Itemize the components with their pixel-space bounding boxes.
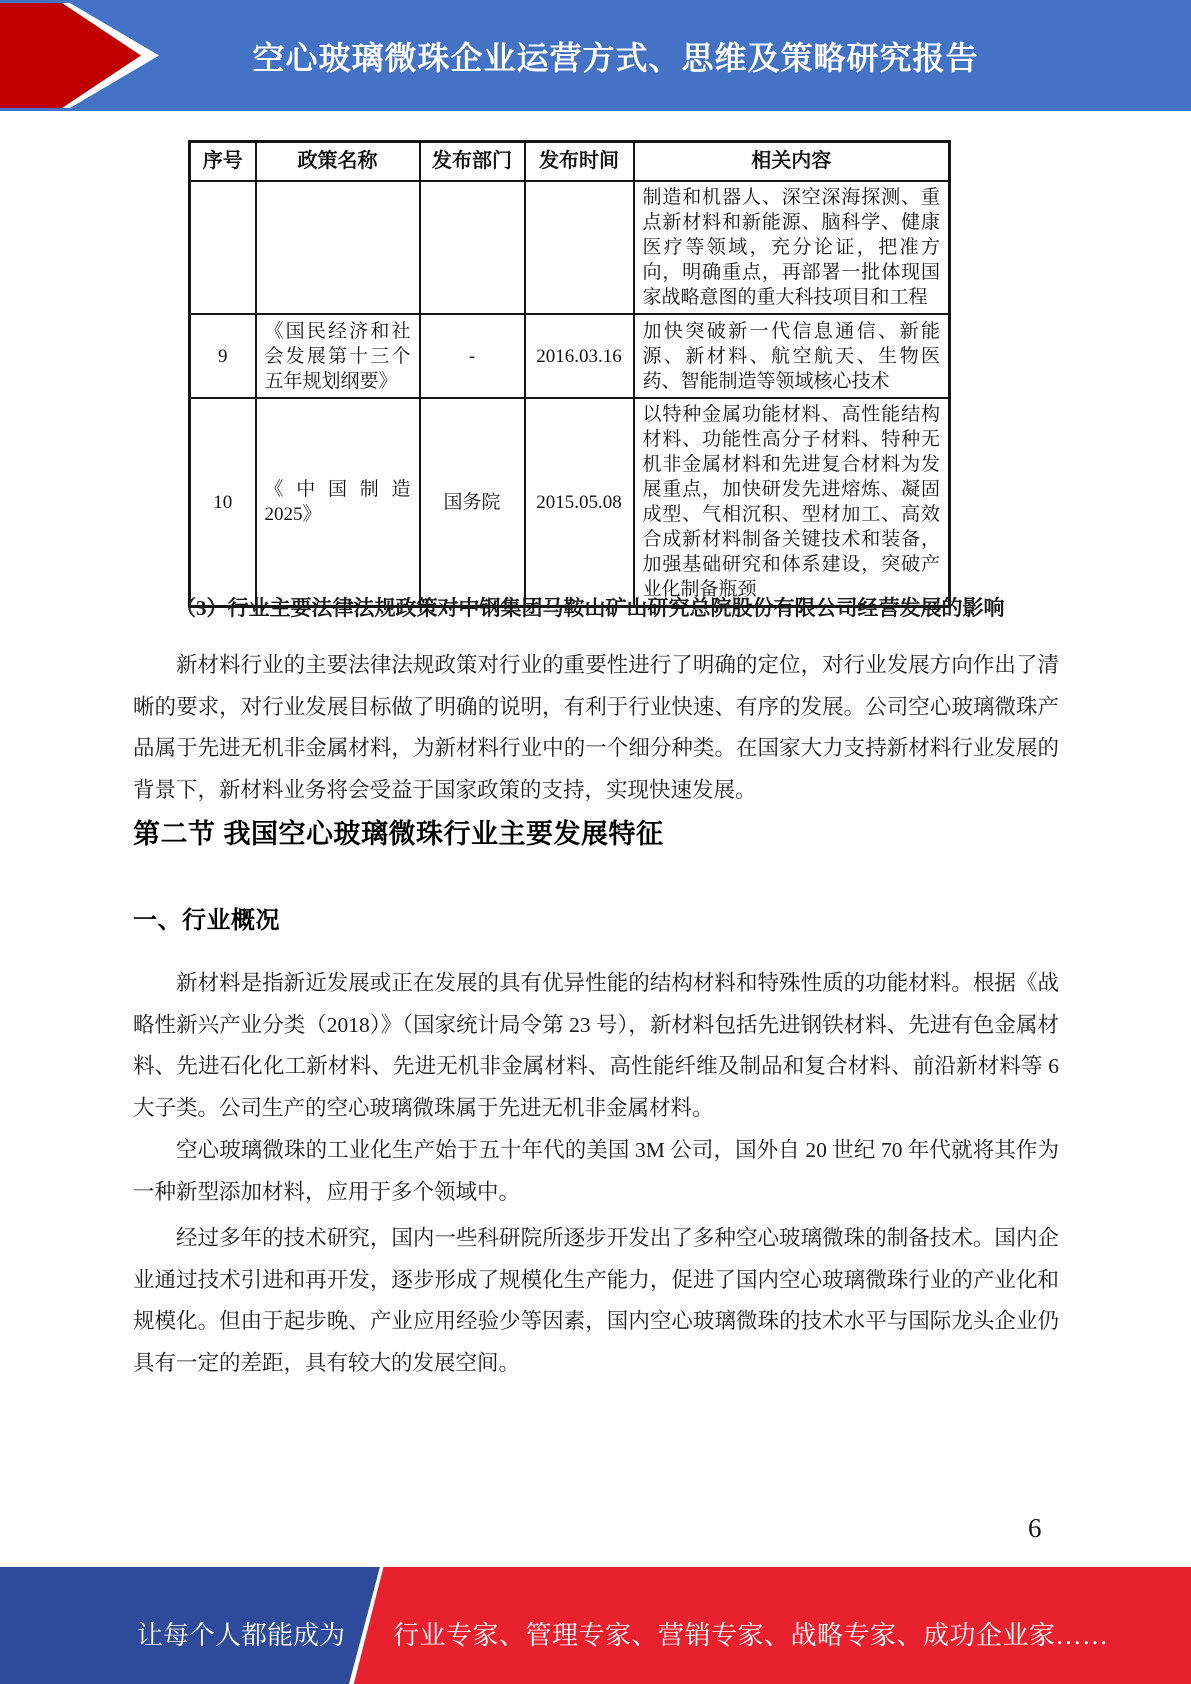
col-header-content: 相关内容 (634, 142, 950, 182)
sub-heading-impact: （3）行业主要法律法规政策对中钢集团马鞍山矿山研究总院股份有限公司经营发展的影响 (175, 596, 1005, 620)
col-header-no: 序号 (190, 142, 256, 182)
policy-table (188, 140, 951, 608)
section-heading: 第二节 我国空心玻璃微珠行业主要发展特征 (133, 819, 664, 849)
cell-policy-name: 《国民经济和社会发展第十三个五年规划纲要》 (256, 314, 420, 398)
cell-content: 加快突破新一代信息通信、新能源、新材料、航空航天、生物医药、智能制造等领域核心技术 (634, 314, 950, 398)
cell-issuer: - (420, 314, 525, 398)
cell-issuer (420, 181, 525, 314)
paragraph-industrialization-history: 空心玻璃微珠的工业化生产始于五十年代的美国 3M 公司，国外自 20 世纪 70 年代就将其作为一种新型添加材料，应用于多个领域中。 (133, 1138, 1059, 1204)
table-row (190, 398, 950, 607)
cell-no: 10 (190, 398, 256, 607)
table-header-row (190, 142, 950, 182)
cell-content: 以特种金属功能材料、高性能结构材料、功能性高分子材料、特种无机非金属材料和先进复合材料为发展重点，加快研发先进熔炼、凝固成型、气相沉积、型材加工、高效合成新材料制备关键技术和装备，加强基础研究和体系建设，突破产业化制备瓶颈 (634, 398, 950, 607)
cell-date: 2016.03.16 (525, 314, 634, 398)
cell-date (525, 181, 634, 314)
footer-banner (0, 1567, 1191, 1684)
cell-issuer: 国务院 (420, 398, 525, 607)
cell-policy-name: 《中国制造 2025》 (256, 398, 420, 607)
header-arrow-icon (0, 3, 141, 108)
col-header-policy-name: 政策名称 (256, 142, 420, 182)
table-row (190, 314, 950, 398)
cell-no: 9 (190, 314, 256, 398)
cell-date: 2015.05.08 (525, 398, 634, 607)
col-header-issuer: 发布部门 (420, 142, 525, 182)
page-number: 6 (1028, 1513, 1042, 1543)
subsection-heading-industry-overview: 一、行业概况 (133, 907, 280, 934)
paragraph-domestic-development: 经过多年的技术研究，国内一些科研院所逐步开发出了多种空心玻璃微珠的制备技术。国内企业通过技术引进和再开发，逐步形成了规模化生产能力，促进了国内空心玻璃微珠行业的产业化和规模化。但由于起步晚、产业应用经验少等因素，国内空心玻璃微珠的技术水平与国际龙头企业仍具有一定的差距，具有较大的发展空间。 (133, 1226, 1059, 1375)
report-title: 空心玻璃微珠企业运营方式、思维及策略研究报告 (252, 39, 979, 76)
paragraph-new-materials-definition: 新材料是指新近发展或正在发展的具有优异性能的结构材料和特殊性质的功能材料。根据《战略性新兴产业分类（2018）》（国家统计局令第 23 号），新材料包括先进钢铁材料、先进有色金属材料、先进石化化工新材料、先进无机非金属材料、高性能纤维及制品和复合材料、前沿新材料等 6 大子类。公司生产的空心玻璃微珠属于先进无机非金属材料。 (133, 971, 1059, 1120)
table-row (190, 181, 950, 314)
paragraph-policy-impact: 新材料行业的主要法律法规政策对行业的重要性进行了明确的定位，对行业发展方向作出了清晰的要求，对行业发展目标做了明确的说明，有利于行业快速、有序的发展。公司空心玻璃微珠产品属于先进无机非金属材料，为新材料行业中的一个细分种类。在国家大力支持新材料行业发展的背景下，新材料业务将会受益于国家政策的支持，实现快速发展。 (133, 653, 1059, 802)
cell-content: 制造和机器人、深空深海探测、重点新材料和新能源、脑科学、健康医疗等领域，充分论证，把准方向，明确重点，再部署一批体现国家战略意图的重大科技项目和工程 (634, 181, 950, 314)
cell-no (190, 181, 256, 314)
col-header-date: 发布时间 (525, 142, 634, 182)
footer-slogan-right: 行业专家、管理专家、营销专家、战略专家、成功企业家…… (393, 1621, 1109, 1650)
header-banner (0, 0, 1191, 111)
cell-policy-name (256, 181, 420, 314)
footer-slogan-left: 让每个人都能成为 (137, 1621, 346, 1650)
